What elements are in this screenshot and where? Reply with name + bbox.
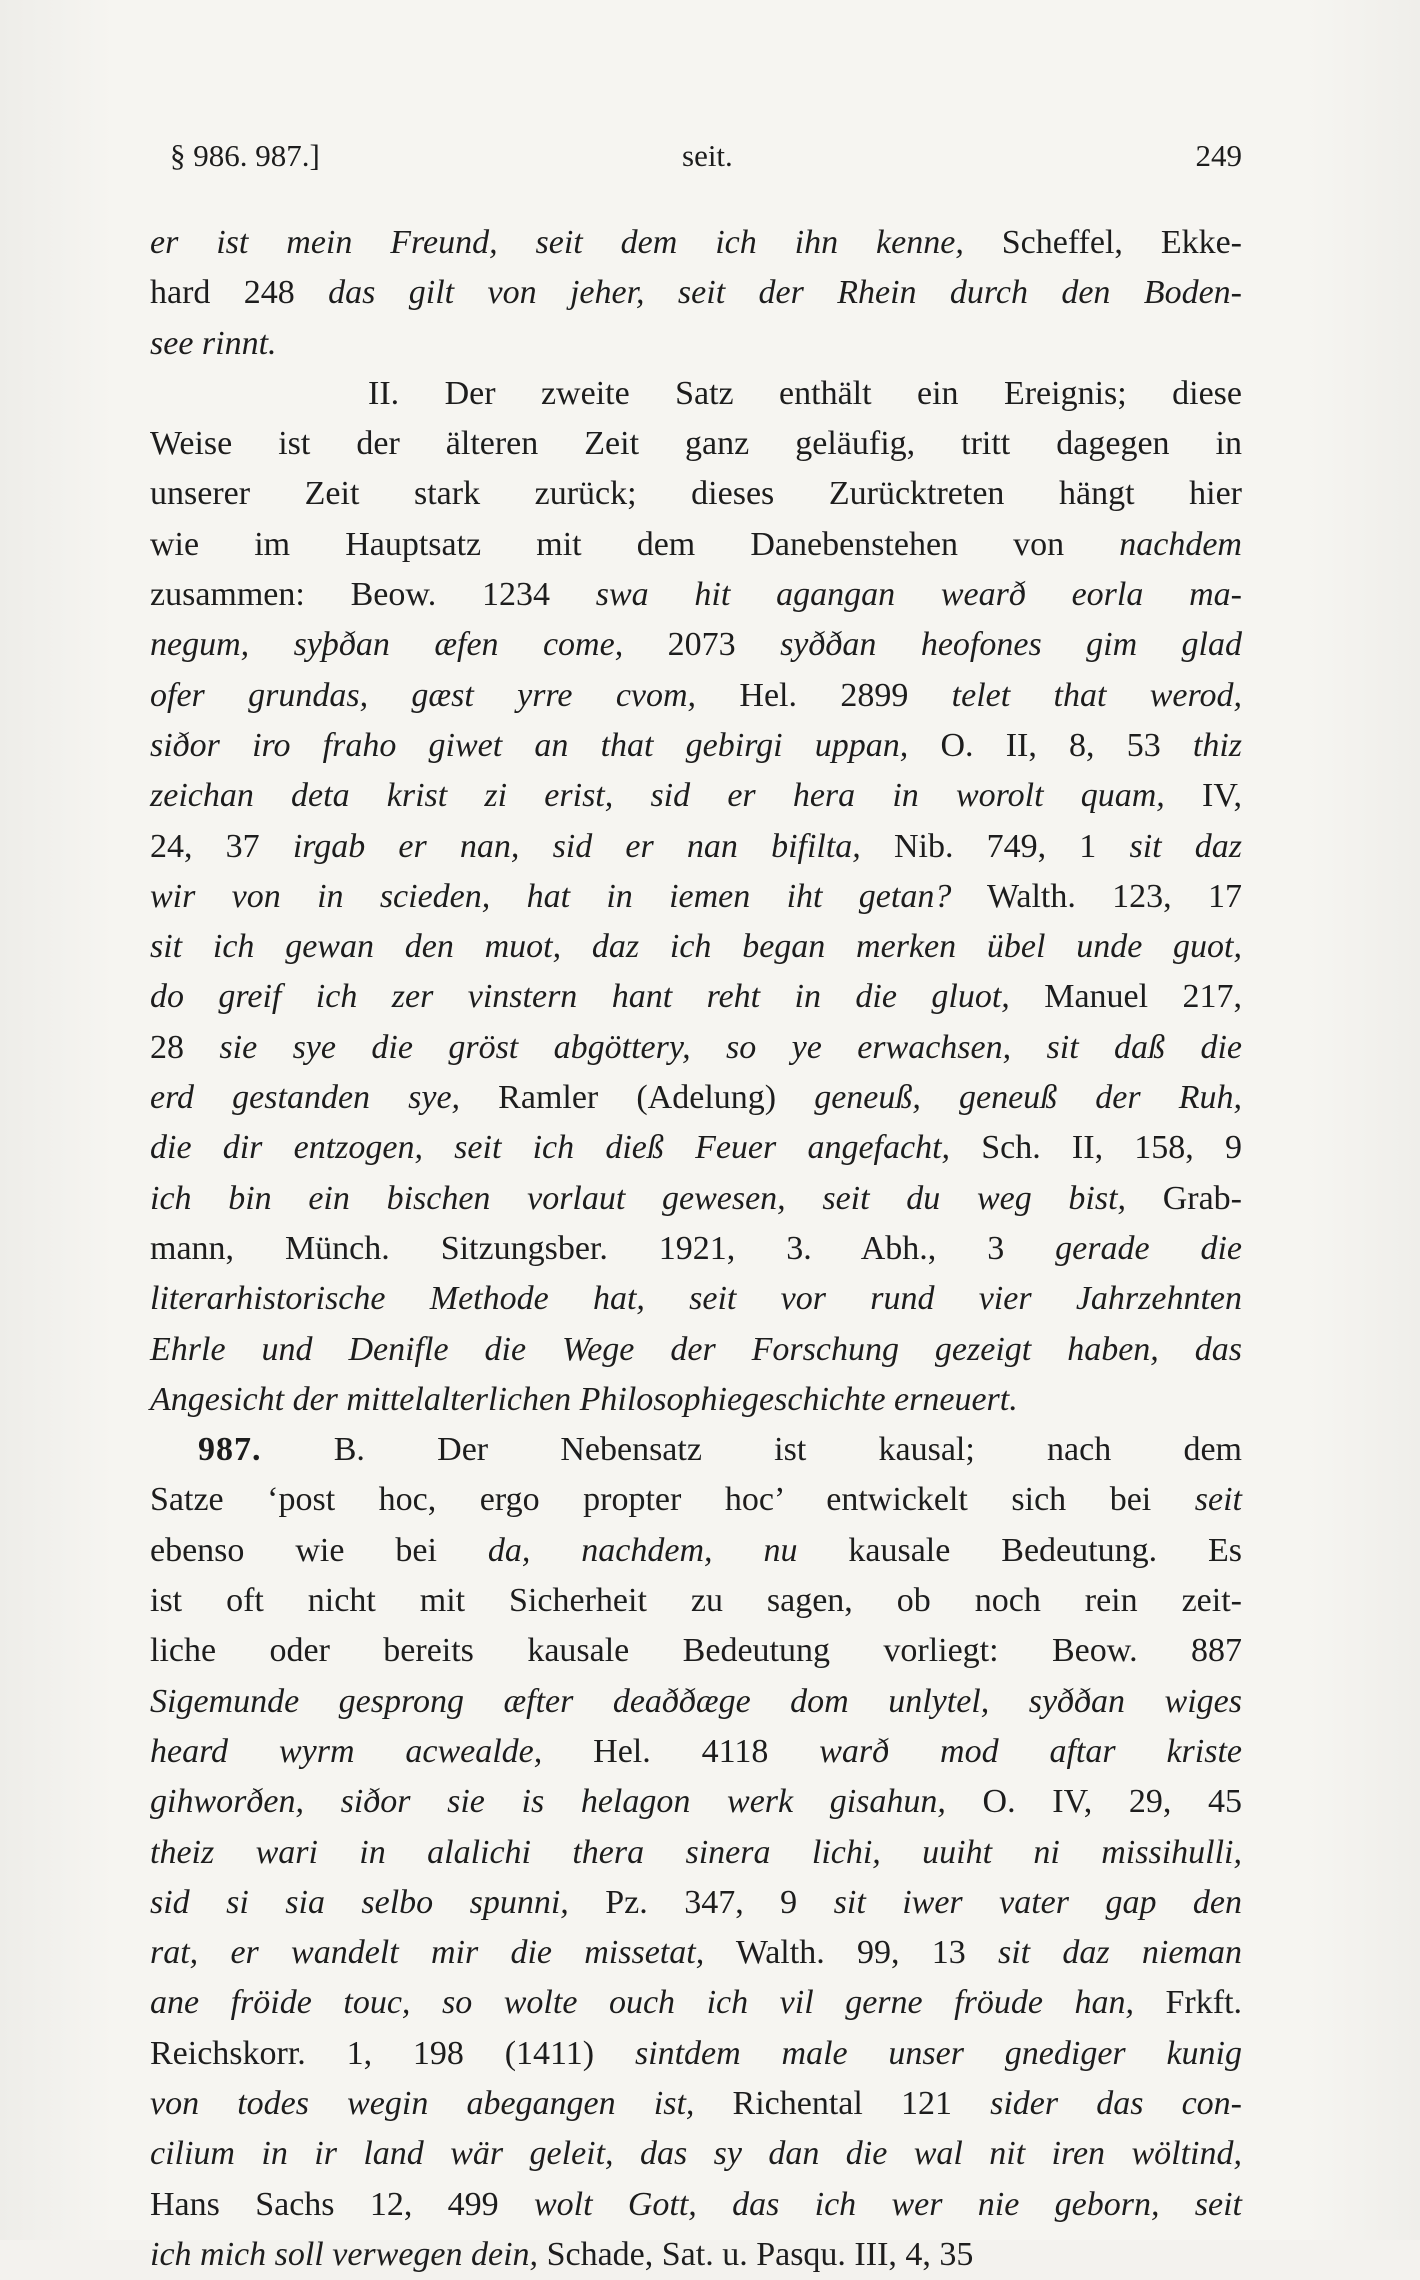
text-segment: mann, Münch. Sitzungsber. 1921, 3. Abh., 3 (150, 1229, 1056, 1267)
text-segment: O. IV, 29, 45 (945, 1783, 1243, 1821)
section-number: 987. (198, 1431, 262, 1469)
text-line (150, 319, 1242, 369)
text-line (150, 1224, 1242, 1274)
text-segment: Nib. 749, 1 (860, 827, 1130, 865)
italic-quotation: seit (1194, 1481, 1242, 1519)
italic-quotation: das gilt von jeher, seit der Rhein durch den Boden- (328, 274, 1242, 312)
text-segment: Pz. 347, 9 (568, 1883, 834, 1921)
italic-quotation: gihworðen, siðor sie is helagon werk gisahun, (150, 1783, 946, 1821)
text-line (150, 922, 1242, 972)
text-segment: Scheffel, Ekke- (963, 224, 1243, 261)
text-segment: Hel. 4118 (542, 1732, 820, 1770)
italic-quotation: sie sye die gröst abgöttery, so ye erwachsen, sit daß die (219, 1028, 1242, 1066)
text-line (150, 620, 1242, 670)
text-segment: Ramler (Adelung) (460, 1079, 815, 1117)
italic-quotation: rat, er wandelt mir die missetat, (150, 1934, 705, 1972)
text-line (150, 1375, 1242, 1425)
italic-quotation: irgab er nan, sid er nan bifilta, (292, 827, 861, 865)
text-line (150, 1828, 1242, 1878)
italic-quotation: cilium in ir land wär geleit, das sy dan die wal nit iren wöltind, (150, 2135, 1242, 2173)
text-line (150, 1978, 1242, 2028)
text-segment: ist oft nicht mit Sicherheit zu sagen, ob noch rein zeit- (150, 1582, 1242, 1620)
text-segment: liche oder bereits kausale Bedeutung vorliegt: Beow. 887 (150, 1632, 1242, 1670)
text-line (150, 1325, 1242, 1375)
italic-quotation: ofer grundas, gæst yrre cvom, (150, 676, 697, 714)
italic-quotation: wolt Gott, das ich wer nie geborn, seit (533, 2185, 1242, 2223)
text-line (150, 1475, 1242, 1525)
text-line (150, 1023, 1242, 1073)
text-segment: IV, (1164, 777, 1242, 815)
text-line (150, 1727, 1242, 1777)
text-segment: Hel. 2899 (696, 676, 952, 714)
text-segment: Walth. 99, 13 (704, 1934, 998, 1972)
italic-quotation: da, nachdem, nu (487, 1531, 798, 1569)
text-line (150, 520, 1242, 570)
page-body-text (150, 218, 1242, 2280)
italic-quotation: Sigemunde gesprong æfter deaððæge dom unlytel, syððan wiges (150, 1682, 1242, 1720)
italic-quotation: ane fröide touc, so wolte ouch ich vil gerne fröude han, (150, 1984, 1134, 2022)
text-segment: Walth. 123, 17 (951, 877, 1242, 915)
italic-quotation: wir von in scieden, hat in iemen iht getan? (150, 877, 952, 915)
italic-quotation: erd gestanden sye, (150, 1079, 461, 1117)
italic-quotation: er ist mein Freund, seit dem ich ihn kenne, (150, 224, 964, 261)
italic-quotation: Ehrle und Denifle die Wege der Forschung gezeigt haben, das (150, 1330, 1242, 1368)
text-segment: zusammen: Beow. 1234 (150, 576, 596, 614)
running-header (170, 138, 1242, 182)
italic-quotation: see rinnt. (150, 324, 277, 362)
italic-quotation: literarhistorische Methode hat, seit vor rund vier Jahrzehnten (150, 1280, 1242, 1318)
italic-quotation: theiz wari in alalichi thera sinera lichi, uuiht ni missihulli, (150, 1833, 1242, 1871)
italic-quotation: zeichan deta krist zi erist, sid er hera in worolt quam, (150, 777, 1165, 815)
text-segment: 28 (150, 1028, 220, 1066)
italic-quotation: do greif ich zer vinstern hant reht in die gluot, (150, 978, 1010, 1016)
text-line (150, 822, 1242, 872)
text-line (150, 2079, 1242, 2129)
text-segment: Weise ist der älteren Zeit ganz geläufig, tritt dagegen in (150, 425, 1242, 463)
section-reference: § 986. 987.] (170, 138, 320, 173)
text-segment: 24, 37 (150, 827, 293, 865)
text-segment: kausale Bedeutung. Es (797, 1531, 1242, 1569)
text-line (150, 721, 1242, 771)
text-segment: Satze ‘post hoc, ergo propter hoc’ entwickelt sich bei (150, 1481, 1195, 1519)
italic-quotation: thiz (1192, 726, 1243, 764)
text-line (150, 218, 1242, 268)
text-line (150, 671, 1242, 721)
text-line (150, 2129, 1242, 2179)
italic-quotation: Angesicht der mittelalterlichen Philosophiegeschichte erneuert. (150, 1380, 1018, 1418)
text-line (150, 1425, 1242, 1475)
italic-quotation: heard wyrm acwealde, (150, 1732, 543, 1770)
text-line (150, 771, 1242, 821)
italic-quotation: negum, syþðan æfen come, (150, 626, 624, 664)
text-line (150, 1123, 1242, 1173)
text-segment: Sch. II, 158, 9 (950, 1129, 1242, 1167)
text-line (150, 1677, 1242, 1727)
text-segment: Schade, Sat. u. Pasqu. III, 4, 35 (538, 2235, 974, 2273)
text-segment: hard 248 (150, 274, 329, 312)
italic-quotation: sit daz nieman (998, 1934, 1242, 1972)
text-segment: Richental 121 (694, 2084, 991, 2122)
text-line (150, 1576, 1242, 1626)
text-line (150, 972, 1242, 1022)
text-line (150, 1073, 1242, 1123)
text-line (150, 1526, 1242, 1576)
text-line (150, 2029, 1242, 2079)
text-segment: ebenso wie bei (150, 1531, 488, 1569)
text-segment: II. Der zweite Satz enthält ein Ereignis; diese (368, 374, 1242, 412)
page-number: 249 (1195, 138, 1242, 173)
text-line (150, 268, 1242, 318)
text-line (150, 872, 1242, 922)
italic-quotation: siðor iro fraho giwet an that gebirgi uppan, (150, 726, 909, 764)
text-line (150, 469, 1242, 519)
text-line (150, 1274, 1242, 1324)
running-title: seit. (682, 138, 733, 173)
text-segment: Reichskorr. 1, 198 (1411) (150, 2034, 635, 2072)
text-line (150, 1928, 1242, 1978)
italic-quotation: sider das con- (990, 2084, 1242, 2122)
italic-quotation: nachdem (1119, 525, 1242, 563)
text-segment: O. II, 8, 53 (908, 726, 1193, 764)
italic-quotation: sintdem male unser gnediger kunig (634, 2034, 1242, 2072)
text-segment: wie im Hauptsatz mit dem Danebenstehen von (150, 525, 1120, 563)
text-segment: Manuel 217, (1009, 978, 1242, 1016)
italic-quotation: syððan heofones gim glad (780, 626, 1242, 664)
italic-quotation: ich bin ein bischen vorlaut gewesen, seit du weg bist, (150, 1179, 1127, 1217)
text-line (150, 1878, 1242, 1928)
italic-quotation: sit daz (1129, 827, 1243, 865)
italic-quotation: sit ich gewan den muot, daz ich began merken übel unde guot, (150, 928, 1242, 966)
text-line (150, 1174, 1242, 1224)
italic-quotation: sit iwer vater gap den (833, 1883, 1242, 1921)
italic-quotation: ich mich soll verwegen dein, (150, 2235, 539, 2273)
italic-quotation: geneuß, geneuß der Ruh, (814, 1079, 1242, 1117)
text-segment: Grab- (1126, 1179, 1242, 1217)
text-line (150, 1777, 1242, 1827)
italic-quotation: von todes wegin abegangen ist, (150, 2084, 695, 2122)
text-segment: Hans Sachs 12, 499 (150, 2185, 534, 2223)
italic-quotation: warð mod aftar kriste (819, 1732, 1242, 1770)
text-line (150, 1626, 1242, 1676)
text-line (150, 2230, 1242, 2280)
text-segment: Frkft. (1133, 1984, 1243, 2022)
italic-quotation: telet that werod, (951, 676, 1242, 714)
text-line (150, 2180, 1242, 2230)
text-segment: unserer Zeit stark zurück; dieses Zurücktreten hängt hier (150, 475, 1242, 513)
text-line (150, 570, 1242, 620)
italic-quotation: gerade die (1055, 1229, 1242, 1267)
italic-quotation: sid si sia selbo spunni, (150, 1883, 569, 1921)
text-line (150, 369, 1242, 419)
text-segment: B. Der Nebensatz ist kausal; nach dem (261, 1431, 1242, 1469)
italic-quotation: swa hit agangan wearð eorla ma- (595, 576, 1242, 614)
italic-quotation: die dir entzogen, seit ich dieß Feuer angefacht, (150, 1129, 951, 1167)
text-segment: 2073 (623, 626, 781, 664)
text-line (150, 419, 1242, 469)
